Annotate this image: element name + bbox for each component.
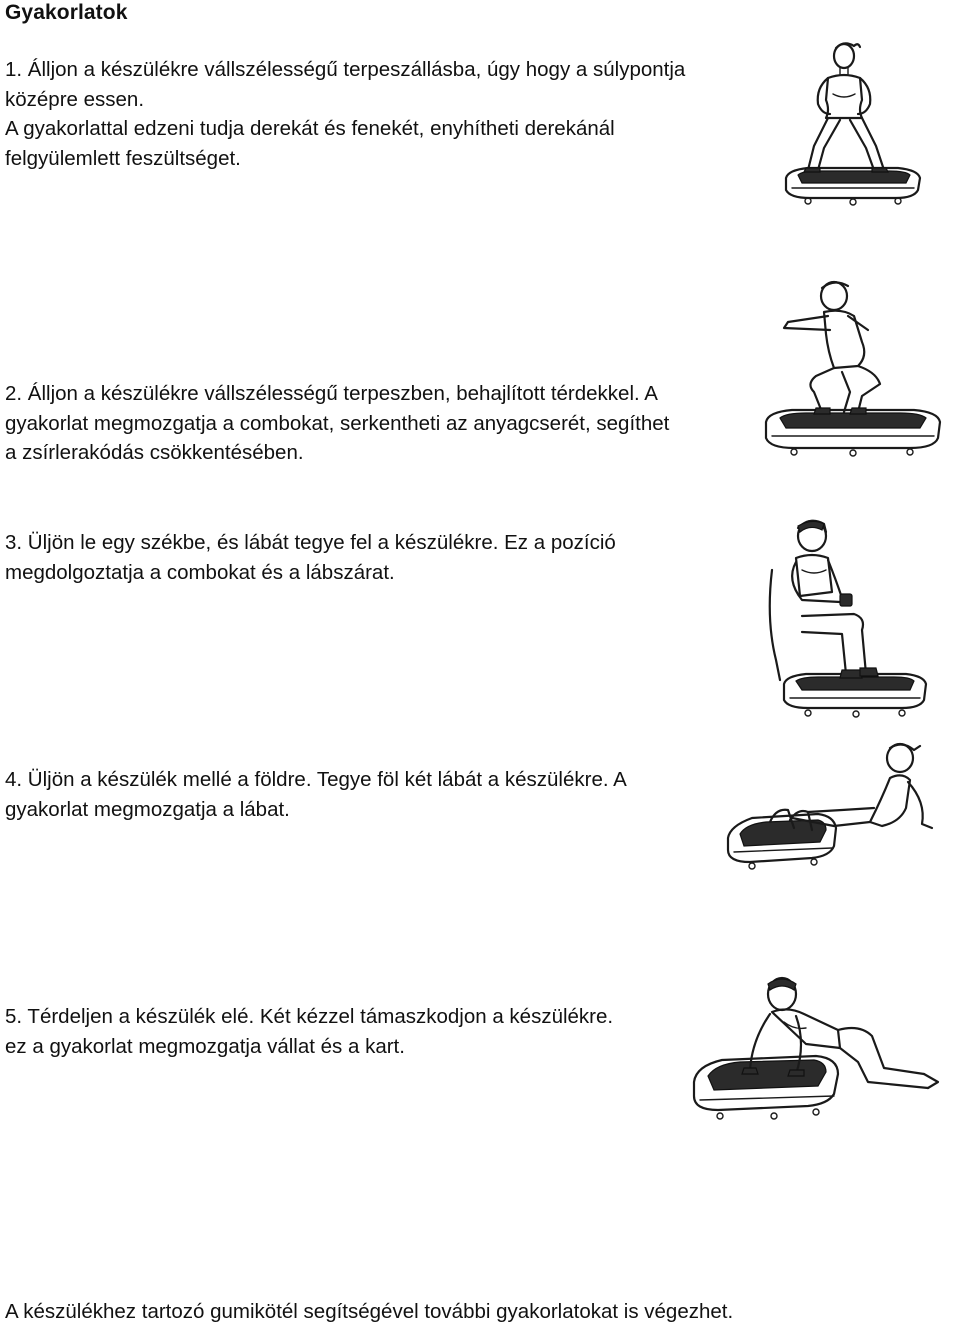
exercise-4-text: 4. Üljön a készülék mellé a földre. Tegye föl két lábát a készülékre. A gyakorlat megmozgatja a lábat. [5, 768, 627, 821]
exercise-5-text: 5. Térdeljen a készülék elé. Két kézzel támaszkodjon a készülékre. ez a gyakorlat megmozgatja vállat és a kart. [5, 1005, 614, 1058]
exercise-5-illustration [688, 970, 958, 1145]
exercise-3-illustration [762, 510, 932, 725]
exercise-2-text: 2. Álljon a készülékre vállszélességű terpeszben, behajlított térdekkel. A gyakorlat megmozgatja a combokat, serkentheti az anyagcserét, segíthet a zsírlerakódás csökkentésében. [5, 382, 670, 464]
exercise-3-text: 3. Üljön le egy székbe, és lábát tegye fel a készülékre. Ez a pozíció megdolgoztatja a combokat és a lábszárat. [5, 531, 616, 584]
exercise-2-illustration [758, 272, 948, 467]
footer-note: A készülékhez tartozó gumikötél segítségével további gyakorlatokat is végezhet. [5, 1300, 734, 1323]
page-title: Gyakorlatok [5, 1, 128, 24]
exercise-1-illustration [778, 38, 928, 218]
exercise-4-illustration [722, 738, 947, 898]
exercise-1-text: 1. Álljon a készülékre vállszélességű terpeszállásba, úgy hogy a súlypontja középre essen. A gyakorlattal edzeni tudja derekát és fenekét, enyhítheti derekánál felgyülemlett feszültséget. [5, 58, 686, 170]
